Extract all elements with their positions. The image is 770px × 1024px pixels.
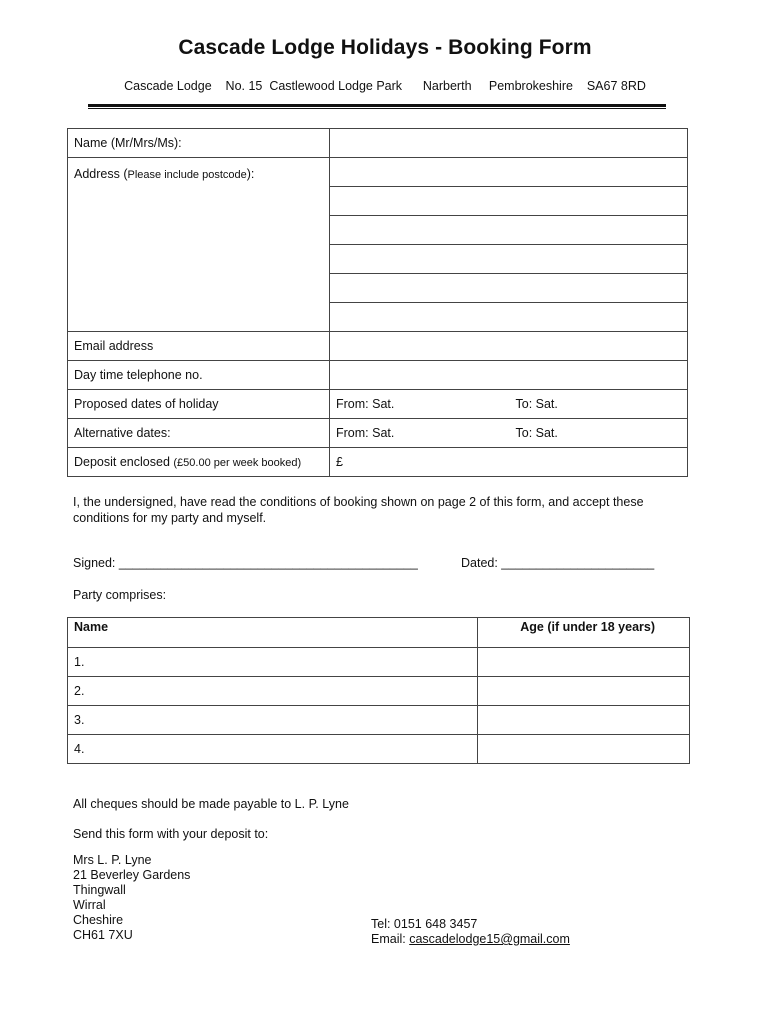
deposit-field[interactable] [330, 448, 688, 477]
contact-email [371, 932, 570, 946]
address-field-line-6[interactable] [330, 303, 688, 332]
email-label-text: Email: [371, 932, 410, 946]
alternative-to-field[interactable] [510, 419, 688, 448]
phone-field[interactable] [330, 361, 688, 390]
currency-symbol: £ [336, 455, 343, 469]
return-address-line: 21 Beverley Gardens [73, 868, 191, 882]
return-address-line: Thingwall [73, 883, 126, 897]
proposed-from-label: From: Sat. [336, 397, 395, 411]
proposed-from-field[interactable] [330, 390, 510, 419]
deposit-label-text: Deposit enclosed [74, 455, 174, 469]
proposed-to-label: To: Sat. [515, 397, 558, 411]
phone-label: Day time telephone no. [68, 361, 330, 390]
party-age-row-3[interactable] [478, 706, 690, 735]
name-label: Name (Mr/Mrs/Ms): [68, 129, 330, 158]
return-address-line: Mrs L. P. Lyne [73, 853, 152, 867]
signed-field[interactable]: Signed: ___________________________________________ [73, 556, 418, 570]
return-address-line: CH61 7XU [73, 928, 133, 942]
party-age-row-2[interactable] [478, 677, 690, 706]
party-name-row-3[interactable]: 3. [68, 706, 478, 735]
return-address-line: Cheshire [73, 913, 124, 927]
alternative-to-label: To: Sat. [515, 426, 558, 440]
address-field-line-4[interactable] [330, 245, 688, 274]
address-label-text: Address ( [74, 167, 128, 181]
deposit-label [68, 448, 330, 477]
alternative-from-label: From: Sat. [336, 426, 395, 440]
party-name-row-1[interactable]: 1. [68, 648, 478, 677]
form-title: Cascade Lodge Holidays - Booking Form [178, 36, 592, 59]
address-label-end: ): [246, 167, 255, 181]
email-label: Email address [68, 332, 330, 361]
cheques-note: All cheques should be made payable to L. P. Lyne [73, 797, 349, 811]
booking-details-table [67, 128, 688, 477]
header-rule-thick [88, 104, 666, 107]
declaration-line-1: I, the undersigned, have read the conditions of booking shown on page 2 of this form, and accept these [73, 495, 644, 509]
lodge-address-line: Cascade Lodge No. 15 Castlewood Lodge Park Narberth Pembrokeshire SA67 8RD [124, 79, 646, 93]
dated-field[interactable]: Dated: ______________________ [461, 556, 655, 570]
party-age-row-4[interactable] [478, 735, 690, 764]
address-field-line-1[interactable] [330, 158, 688, 187]
return-address [73, 853, 190, 943]
alternative-from-field[interactable] [330, 419, 510, 448]
send-instruction: Send this form with your deposit to: [73, 827, 269, 841]
party-age-row-1[interactable] [478, 648, 690, 677]
telephone-number: Tel: 0151 648 3457 [371, 917, 478, 931]
proposed-dates-label: Proposed dates of holiday [68, 390, 330, 419]
party-table [67, 617, 690, 764]
header-rule-thin [88, 108, 666, 109]
email-field[interactable] [330, 332, 688, 361]
address-field-line-5[interactable] [330, 274, 688, 303]
return-address-line: Wirral [73, 898, 106, 912]
alternative-dates-label: Alternative dates: [68, 419, 330, 448]
address-field-line-2[interactable] [330, 187, 688, 216]
address-hint: Please include postcode [127, 169, 247, 181]
proposed-to-field[interactable] [510, 390, 688, 419]
email-link[interactable]: cascadelodge15@gmail.com [409, 932, 570, 946]
deposit-hint: (£50.00 per week booked) [173, 457, 302, 469]
party-comprises-label: Party comprises: [73, 588, 167, 602]
name-field[interactable] [330, 129, 688, 158]
address-label [68, 158, 330, 332]
party-name-row-4[interactable]: 4. [68, 735, 478, 764]
party-name-row-2[interactable]: 2. [68, 677, 478, 706]
party-age-header: Age (if under 18 years) [478, 618, 690, 648]
party-name-header: Name [68, 618, 478, 648]
declaration-line-2: conditions for my party and myself. [73, 511, 267, 525]
address-field-line-3[interactable] [330, 216, 688, 245]
